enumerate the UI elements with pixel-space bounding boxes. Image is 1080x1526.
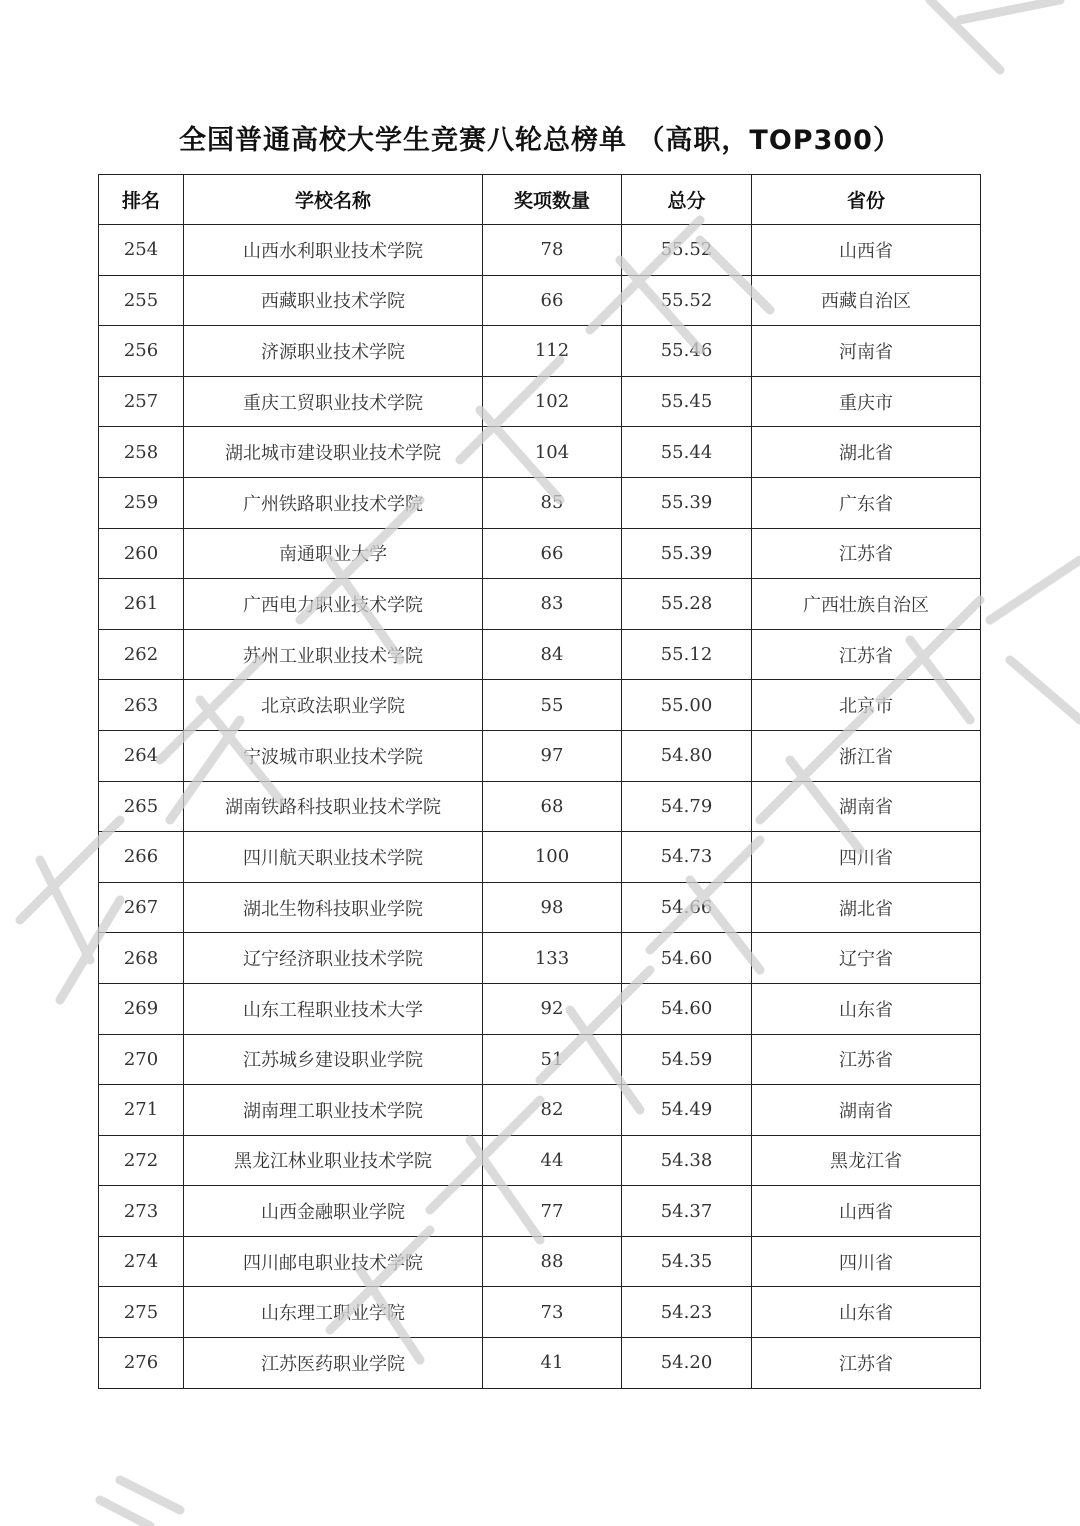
cell-total-score: 54.35 [622,1236,752,1287]
cell-award-count: 77 [483,1186,622,1237]
cell-province: 湖北省 [752,882,981,933]
cell-school-name: 湖南理工职业技术学院 [184,1085,483,1136]
cell-total-score: 54.66 [622,882,752,933]
cell-rank: 258 [99,427,184,478]
table-row [99,1034,981,1085]
cell-total-score: 55.52 [622,225,752,276]
cell-award-count: 51 [483,1034,622,1085]
table-row [99,1135,981,1186]
cell-province: 江苏省 [752,1034,981,1085]
table-row [99,781,981,832]
table-row [99,832,981,883]
table-row [99,680,981,731]
cell-rank: 271 [99,1085,184,1136]
table-row [99,427,981,478]
cell-award-count: 41 [483,1338,622,1389]
table-row [99,933,981,984]
cell-rank: 259 [99,477,184,528]
cell-province: 北京市 [752,680,981,731]
cell-school-name: 山东理工职业学院 [184,1287,483,1338]
cell-total-score: 54.73 [622,832,752,883]
cell-award-count: 92 [483,983,622,1034]
cell-province: 河南省 [752,326,981,377]
cell-award-count: 104 [483,427,622,478]
cell-rank: 269 [99,983,184,1034]
cell-province: 广西壮族自治区 [752,579,981,630]
cell-school-name: 北京政法职业学院 [184,680,483,731]
cell-rank: 267 [99,882,184,933]
cell-award-count: 84 [483,629,622,680]
table-row [99,1085,981,1136]
table-row [99,376,981,427]
cell-award-count: 73 [483,1287,622,1338]
cell-award-count: 83 [483,579,622,630]
cell-rank: 261 [99,579,184,630]
cell-total-score: 54.49 [622,1085,752,1136]
cell-award-count: 68 [483,781,622,832]
cell-total-score: 55.28 [622,579,752,630]
cell-rank: 265 [99,781,184,832]
cell-province: 湖北省 [752,427,981,478]
cell-province: 湖南省 [752,1085,981,1136]
cell-award-count: 100 [483,832,622,883]
header-rank: 排名 [99,175,184,225]
cell-award-count: 98 [483,882,622,933]
cell-province: 浙江省 [752,730,981,781]
cell-award-count: 133 [483,933,622,984]
header-province: 省份 [752,175,981,225]
cell-award-count: 88 [483,1236,622,1287]
cell-school-name: 湖北城市建设职业技术学院 [184,427,483,478]
cell-school-name: 苏州工业职业技术学院 [184,629,483,680]
cell-total-score: 54.37 [622,1186,752,1237]
cell-total-score: 54.80 [622,730,752,781]
cell-rank: 273 [99,1186,184,1237]
cell-province: 江苏省 [752,528,981,579]
table-row [99,1287,981,1338]
cell-province: 辽宁省 [752,933,981,984]
table-row [99,629,981,680]
table-row [99,983,981,1034]
cell-rank: 274 [99,1236,184,1287]
cell-school-name: 湖南铁路科技职业技术学院 [184,781,483,832]
cell-school-name: 西藏职业技术学院 [184,275,483,326]
cell-total-score: 55.00 [622,680,752,731]
cell-province: 山西省 [752,225,981,276]
cell-province: 黑龙江省 [752,1135,981,1186]
cell-rank: 264 [99,730,184,781]
cell-award-count: 112 [483,326,622,377]
cell-school-name: 重庆工贸职业技术学院 [184,376,483,427]
table-row [99,225,981,276]
cell-school-name: 山东工程职业技术大学 [184,983,483,1034]
cell-total-score: 55.39 [622,477,752,528]
cell-total-score: 54.59 [622,1034,752,1085]
table-row [99,730,981,781]
cell-school-name: 宁波城市职业技术学院 [184,730,483,781]
table-row [99,579,981,630]
cell-school-name: 四川航天职业技术学院 [184,832,483,883]
header-total-score: 总分 [622,175,752,225]
cell-total-score: 55.39 [622,528,752,579]
header-school-name: 学校名称 [184,175,483,225]
cell-rank: 275 [99,1287,184,1338]
cell-rank: 256 [99,326,184,377]
table-row [99,1338,981,1389]
cell-school-name: 广州铁路职业技术学院 [184,477,483,528]
table-row [99,882,981,933]
cell-award-count: 97 [483,730,622,781]
cell-total-score: 54.60 [622,933,752,984]
cell-award-count: 55 [483,680,622,731]
cell-rank: 254 [99,225,184,276]
cell-award-count: 85 [483,477,622,528]
cell-province: 山东省 [752,1287,981,1338]
header-award-count: 奖项数量 [483,175,622,225]
cell-province: 四川省 [752,1236,981,1287]
cell-school-name: 黑龙江林业职业技术学院 [184,1135,483,1186]
cell-rank: 257 [99,376,184,427]
cell-school-name: 江苏医药职业学院 [184,1338,483,1389]
cell-school-name: 南通职业大学 [184,528,483,579]
table-body [99,225,981,1389]
cell-rank: 262 [99,629,184,680]
cell-total-score: 55.45 [622,376,752,427]
cell-province: 山东省 [752,983,981,1034]
cell-rank: 276 [99,1338,184,1389]
cell-school-name: 辽宁经济职业技术学院 [184,933,483,984]
cell-total-score: 55.12 [622,629,752,680]
cell-rank: 260 [99,528,184,579]
cell-rank: 270 [99,1034,184,1085]
cell-total-score: 55.46 [622,326,752,377]
cell-school-name: 四川邮电职业技术学院 [184,1236,483,1287]
cell-school-name: 湖北生物科技职业学院 [184,882,483,933]
cell-school-name: 江苏城乡建设职业学院 [184,1034,483,1085]
cell-total-score: 54.20 [622,1338,752,1389]
cell-province: 广东省 [752,477,981,528]
cell-rank: 255 [99,275,184,326]
table-row [99,477,981,528]
cell-award-count: 78 [483,225,622,276]
cell-total-score: 54.38 [622,1135,752,1186]
cell-total-score: 54.23 [622,1287,752,1338]
table-header-row [99,175,981,225]
cell-award-count: 102 [483,376,622,427]
cell-school-name: 山西水利职业技术学院 [184,225,483,276]
cell-total-score: 55.52 [622,275,752,326]
cell-rank: 263 [99,680,184,731]
cell-total-score: 54.60 [622,983,752,1034]
table-row [99,1186,981,1237]
table-row [99,275,981,326]
table-row [99,326,981,377]
cell-total-score: 55.44 [622,427,752,478]
cell-province: 四川省 [752,832,981,883]
table-row [99,528,981,579]
cell-province: 重庆市 [752,376,981,427]
cell-award-count: 44 [483,1135,622,1186]
cell-province: 西藏自治区 [752,275,981,326]
cell-award-count: 66 [483,528,622,579]
cell-total-score: 54.79 [622,781,752,832]
cell-province: 江苏省 [752,1338,981,1389]
cell-province: 山西省 [752,1186,981,1237]
cell-rank: 268 [99,933,184,984]
table-row [99,1236,981,1287]
cell-province: 江苏省 [752,629,981,680]
cell-school-name: 山西金融职业学院 [184,1186,483,1237]
cell-school-name: 济源职业技术学院 [184,326,483,377]
cell-award-count: 66 [483,275,622,326]
cell-rank: 266 [99,832,184,883]
cell-province: 湖南省 [752,781,981,832]
cell-school-name: 广西电力职业技术学院 [184,579,483,630]
page-title: 全国普通高校大学生竞赛八轮总榜单 （高职，TOP300） [179,125,901,156]
cell-rank: 272 [99,1135,184,1186]
cell-award-count: 82 [483,1085,622,1136]
ranking-table [98,174,981,1389]
